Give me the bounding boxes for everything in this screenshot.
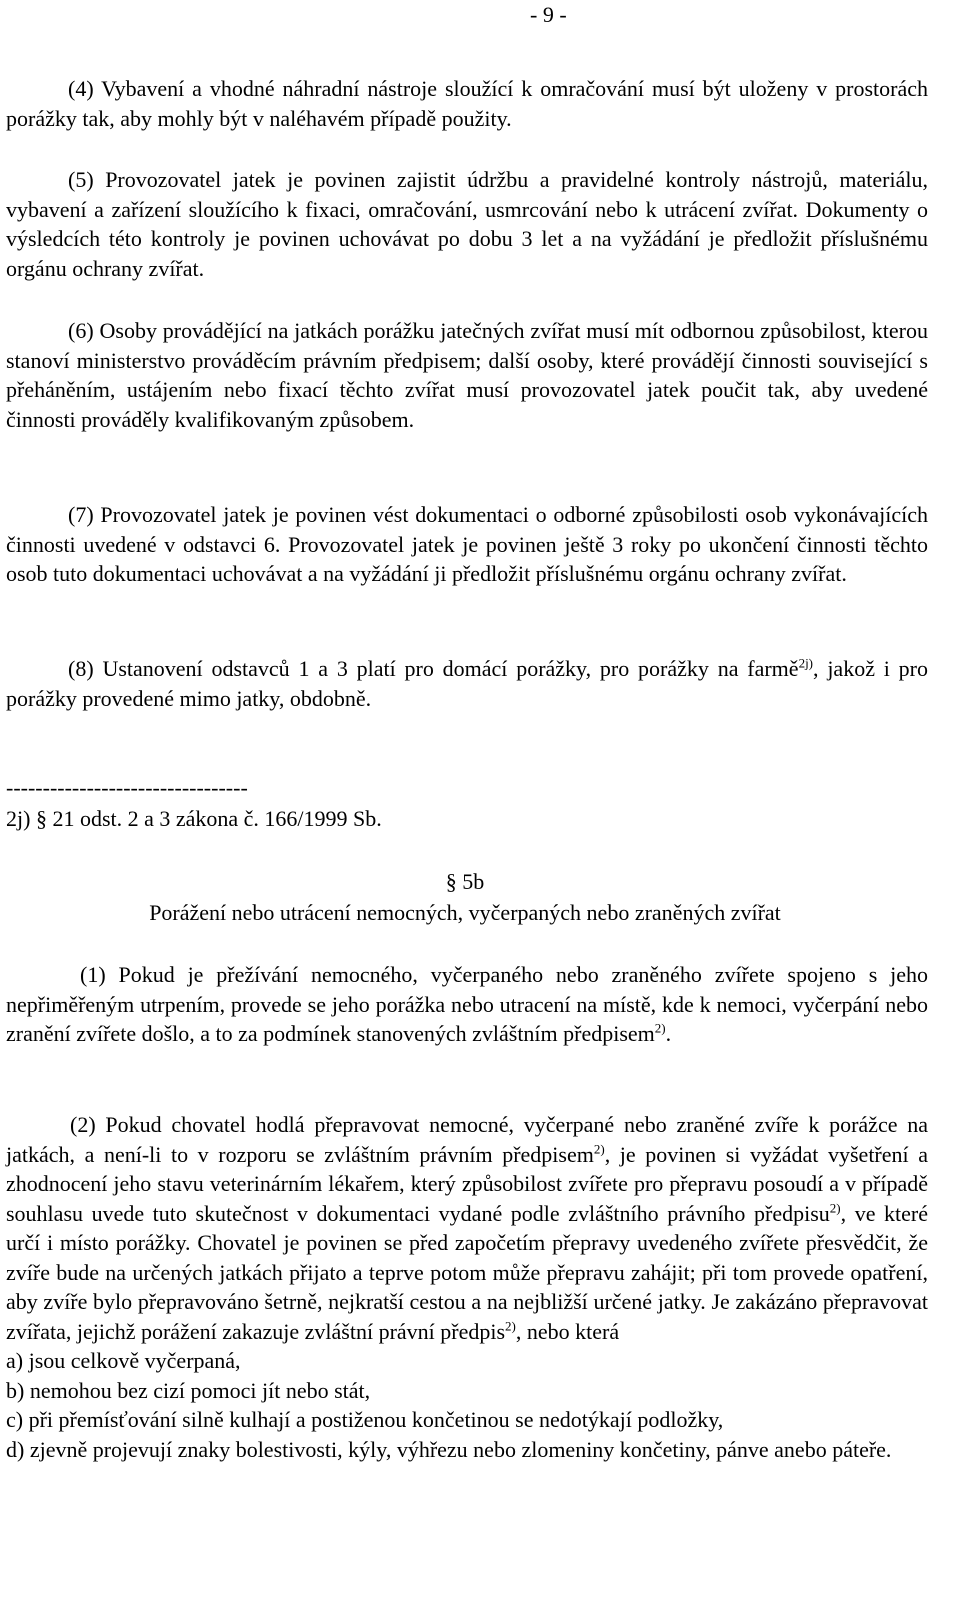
section-paragraph-2-text-a: (2) Pokud chovatel hodlá přepravovat nemocné, vyčerpané nebo zraněné zvíře k porážce na jatkách, a není-li to v rozporu se zvláštním právním předpisem (6, 1112, 928, 1167)
footnote-ref-2: 2) (593, 1141, 605, 1157)
section-paragraph-1-text-a: (1) Pokud je přežívání nemocného, vyčerpaného nebo zraněného zvířete spojeno s jeho nepřiměřeným utrpením, provede se jeho porážka nebo utracení na místě, kde k nemoci, vyčerpání nebo zranění zvířete došlo, a to za podmínek stanovených zvláštním předpisem (6, 962, 928, 1046)
list-item-d: d) zjevně projevují znaky bolestivosti, kýly, výhřezu nebo zlomeniny končetiny, pánve anebo páteře. (6, 1436, 892, 1462)
paragraph-8-text-b: , jakož i pro porážky provedené mimo jatky, obdobně. (6, 656, 928, 711)
section-paragraph-2-text-c: , ve které určí i místo porážky. Chovatel je povinen se před započetím přepravy uvedeného zvířete přesvědčit, že zvíře bude na určených jatkách přijato a teprve potom může přepravu zahájit; při tom provede opatření, aby zvíře bylo přepravováno šetrně, nejkratší cestou a na nejbližší určené jatky. Je zakázáno přepravovat zvířata, jejichž porážení zakazuje zvláštní právní předpis (6, 1200, 928, 1344)
list-item-a: a) jsou celkově vyčerpaná, (6, 1348, 241, 1373)
section-paragraph-2-text-b: , je povinen si vyžádat vyšetření a zhodnocení jeho stavu veterinárním lékařem, který způsobilost zvířete pro přepravu posoudí a v případě souhlasu uvede tuto skutečnost v dokumentaci vydané podle zvláštního právního předpisu (6, 1141, 928, 1226)
page-number: - 9 - (530, 2, 567, 27)
footnote-separator: --------------------------------- (6, 775, 248, 800)
section-paragraph-2-text-d: , nebo která (515, 1318, 620, 1344)
footnote-2j: 2j) § 21 odst. 2 a 3 zákona č. 166/1999 Sb. (6, 806, 382, 831)
section-number: § 5b (445, 869, 485, 894)
paragraph-5: (5) Provozovatel jatek je povinen zajistit údržbu a pravidelné kontroly nástrojů, materiálu, vybavení a zařízení sloužícího k fixaci, omračování, usmrcování nebo k utrácení zvířat. Dokumenty o výsledcích této kontroly je povinen uchovávat po dobu 3 let a na vyžádání je předložit příslušnému orgánu ochrany zvířat. (6, 167, 928, 281)
paragraph-8 (6, 654, 928, 713)
paragraph-4: (4) Vybavení a vhodné náhradní nástroje sloužící k omračování musí být uloženy v prostorách porážky tak, aby mohly být v naléhavém případě použity. (6, 76, 928, 131)
section-paragraph-1-text-b: . (665, 1021, 672, 1046)
paragraph-8-text-a: (8) Ustanovení odstavců 1 a 3 platí pro domácí porážky, pro porážky na farmě (68, 656, 799, 681)
section-paragraph-2-body (6, 1110, 928, 1346)
footnote-ref-2: 2) (829, 1200, 841, 1216)
section-paragraph-1 (6, 960, 928, 1049)
paragraph-6: (6) Osoby provádějící na jatkách porážku jatečných zvířat musí mít odbornou způsobilost, kterou stanoví ministerstvo prováděcím právním předpisem; další osoby, které provádějí činnosti související s přeháněním, ustájením nebo fixací těchto zvířat musí provozovatel jatek poučit tak, aby uvedené činnosti prováděly kvalifikovaným způsobem. (6, 318, 928, 432)
section-paragraph-2 (6, 1110, 928, 1464)
list-item-b: b) nemohou bez cizí pomoci jít nebo stát, (6, 1377, 371, 1403)
footnote-ref-2: 2) (654, 1020, 666, 1036)
footnote-ref-2: 2) (505, 1318, 516, 1334)
section-title: Porážení nebo utrácení nemocných, vyčerpaných nebo zraněných zvířat (149, 900, 781, 925)
paragraph-7: (7) Provozovatel jatek je povinen vést dokumentaci o odborné způsobilosti osob vykonávajících činnosti uvedené v odstavci 6. Provozovatel jatek je povinen ještě 3 roky po ukončení činnosti těchto osob tuto dokumentaci uchovávat a na vyžádání ji předložit příslušnému orgánu ochrany zvířat. (6, 502, 928, 586)
list-item-c: c) při přemísťování silně kulhají a postiženou končetinou se nedotýkají podložky, (6, 1407, 724, 1432)
footnote-ref-2j: 2j) (798, 655, 814, 671)
